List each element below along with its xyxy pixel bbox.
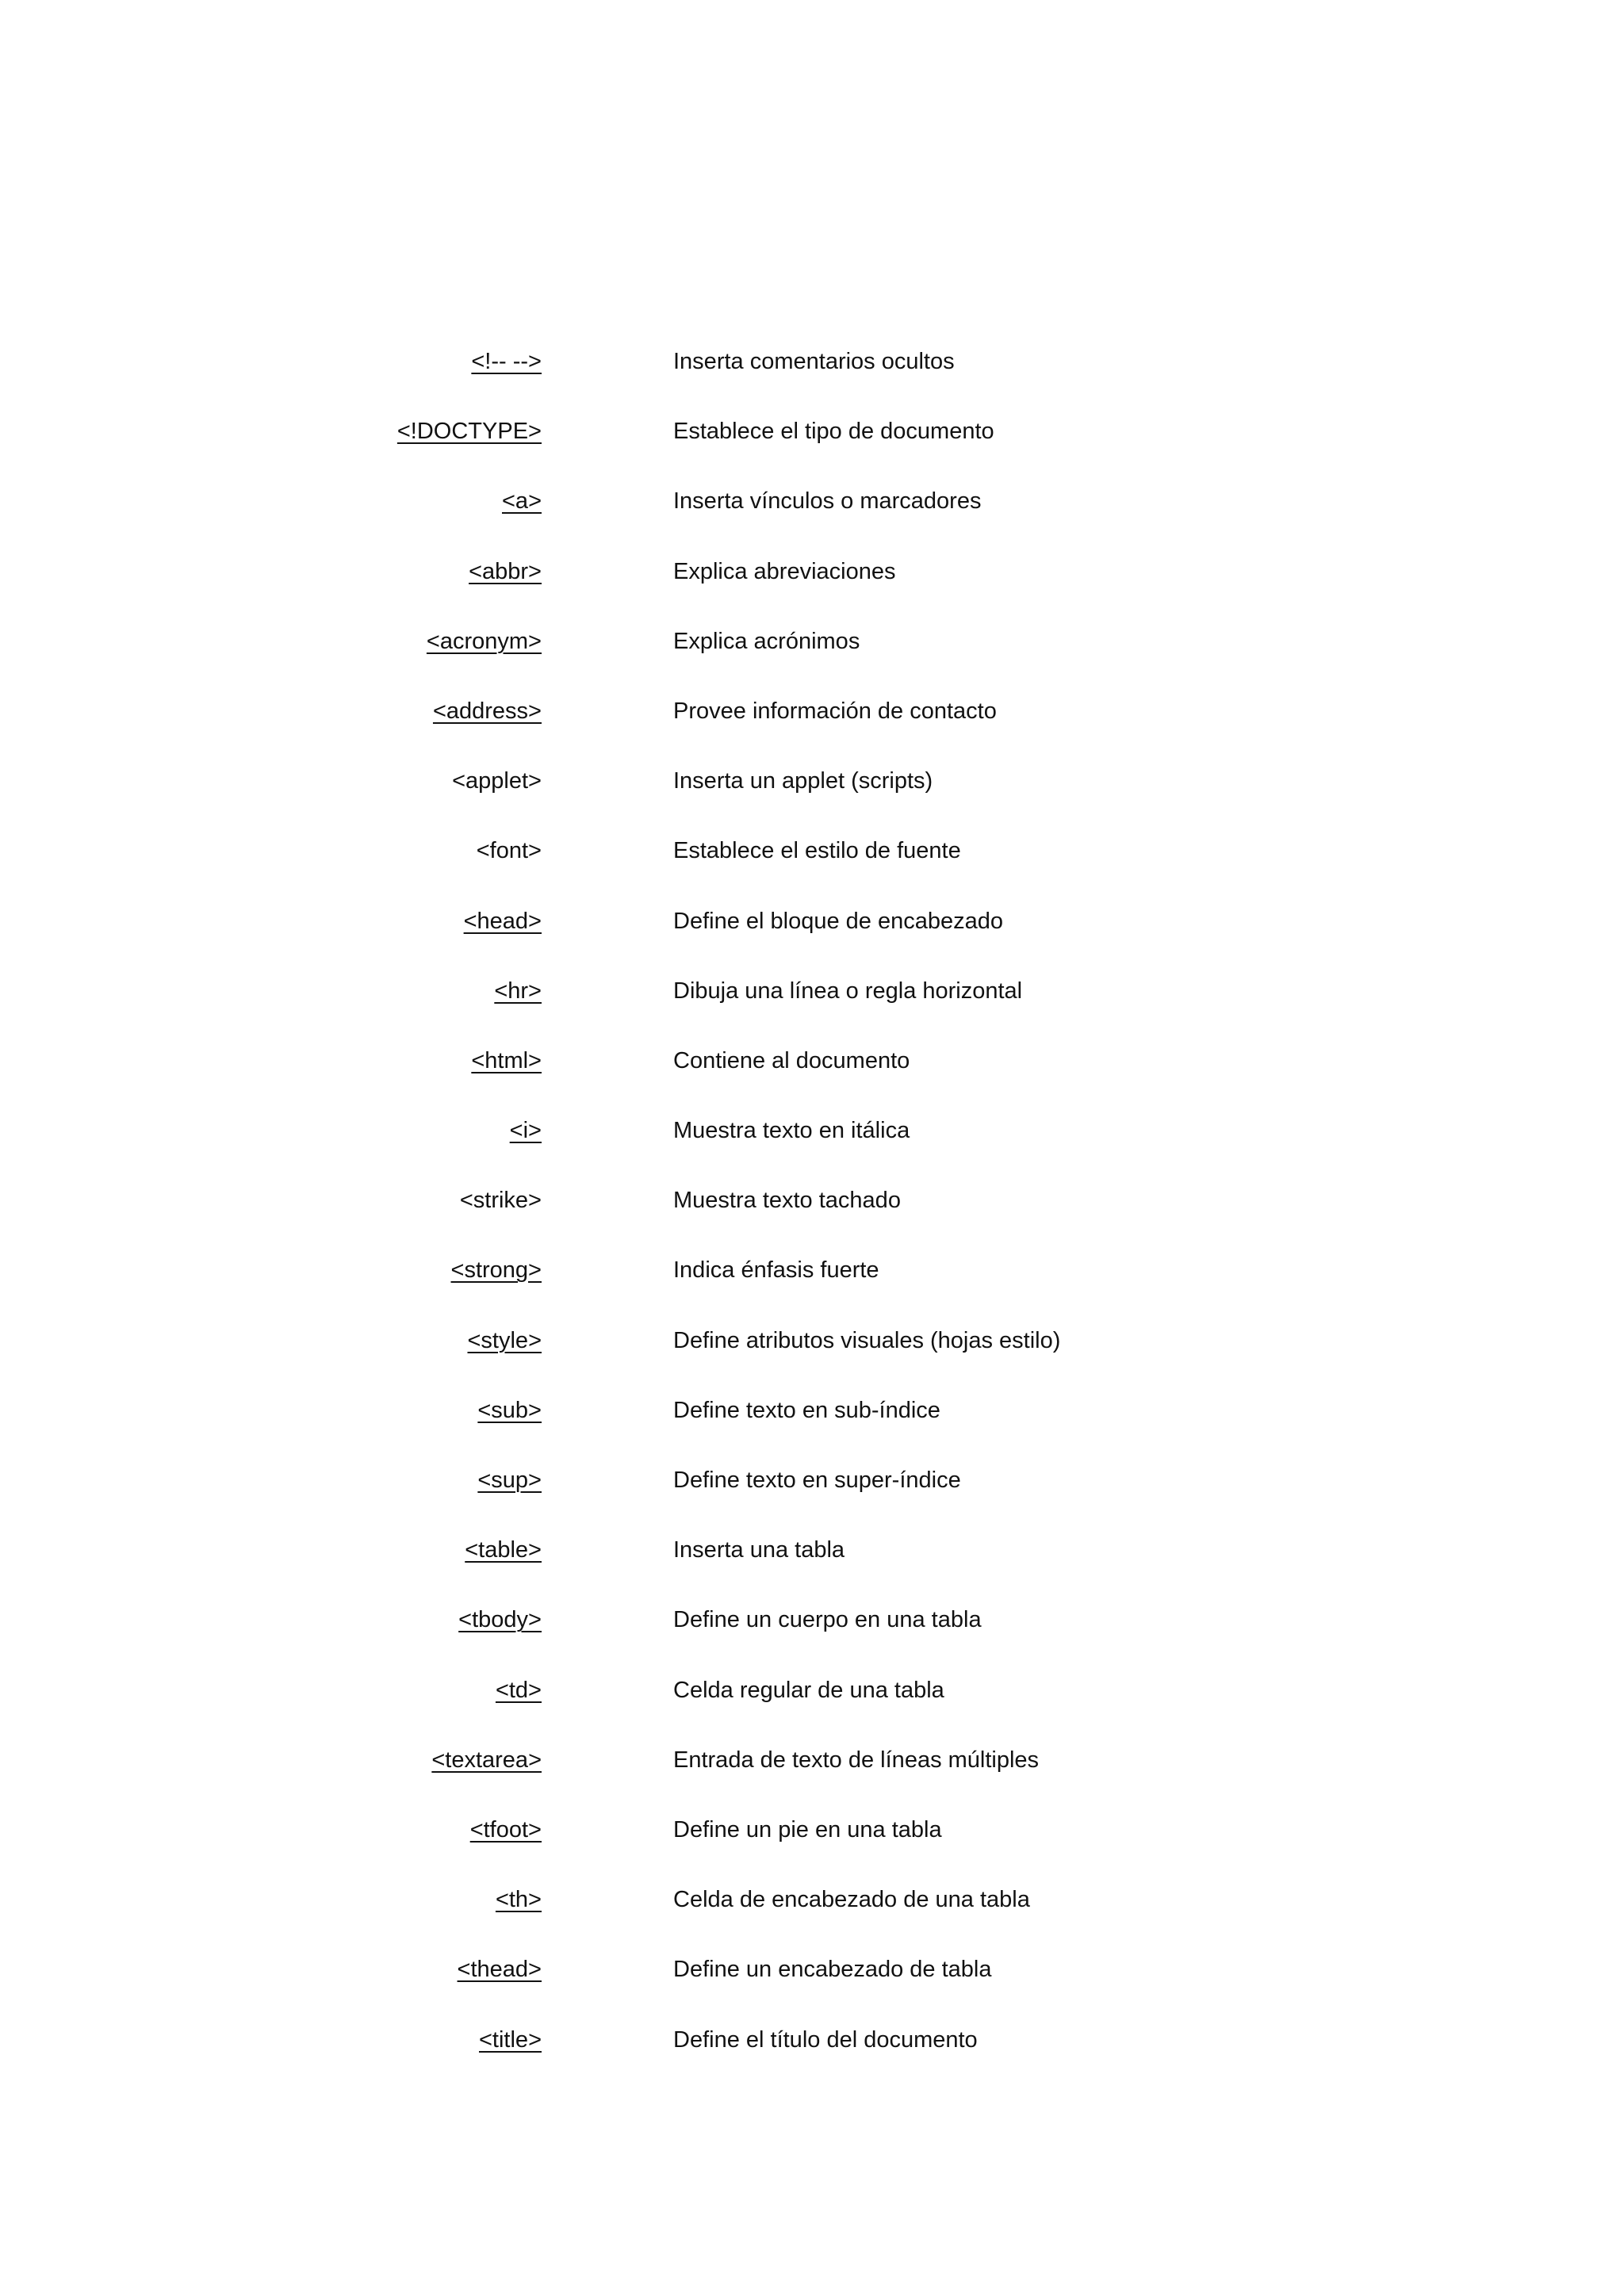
tag-description: Inserta un applet (scripts): [673, 768, 933, 794]
tag-row: [0, 1814, 1624, 1884]
tag-description: Entrada de texto de líneas múltiples: [673, 1747, 1040, 1773]
tag-name-link[interactable]: <thead>: [457, 1957, 542, 1983]
tag-description: Define texto en sub-índice: [673, 1397, 940, 1423]
tag-name-link[interactable]: <td>: [495, 1677, 542, 1703]
tag-row: [0, 1954, 1624, 2023]
tag-row: [0, 1254, 1624, 1324]
tag-row: [0, 975, 1624, 1045]
tag-row: [0, 1674, 1624, 1744]
tag-description: Define texto en super-índice: [673, 1468, 961, 1493]
tag-description: Inserta comentarios ocultos: [673, 349, 955, 374]
tag-row: [0, 346, 1624, 415]
tag-description: Establece el tipo de documento: [673, 419, 994, 445]
tag-name: <font>: [476, 838, 542, 864]
tag-row: [0, 556, 1624, 626]
tag-name-link[interactable]: <sub>: [477, 1397, 542, 1423]
tag-row: [0, 2024, 1624, 2094]
tag-name-link[interactable]: <title>: [479, 2026, 542, 2053]
tag-name-link[interactable]: <sup>: [477, 1468, 542, 1493]
tag-row: [0, 905, 1624, 975]
tag-row: [0, 1534, 1624, 1604]
tag-row: [0, 1464, 1624, 1534]
html-tag-list: [0, 346, 1624, 2094]
tag-description: Indica énfasis fuerte: [673, 1257, 879, 1284]
tag-row: [0, 1395, 1624, 1464]
tag-description: Inserta una tabla: [673, 1537, 845, 1563]
tag-name-link[interactable]: <abbr>: [469, 558, 542, 584]
tag-name-link[interactable]: <textarea>: [431, 1747, 542, 1773]
tag-name-link[interactable]: <table>: [465, 1537, 542, 1563]
tag-description: Define un cuerpo en una tabla: [673, 1607, 982, 1633]
tag-row: [0, 1744, 1624, 1814]
tag-description: Define un encabezado de tabla: [673, 1957, 992, 1983]
tag-description: Provee información de contacto: [673, 698, 997, 724]
tag-description: Define el título del documento: [673, 2026, 978, 2053]
tag-description: Define atributos visuales (hojas estilo): [673, 1327, 1061, 1353]
tag-description: Celda de encabezado de una tabla: [673, 1887, 1030, 1913]
tag-name-link[interactable]: <address>: [432, 698, 542, 724]
tag-row: [0, 1115, 1624, 1184]
tag-name-link[interactable]: <!-- -->: [471, 349, 542, 374]
tag-name-link[interactable]: <tfoot>: [469, 1816, 542, 1843]
tag-row: [0, 835, 1624, 905]
tag-row: [0, 1184, 1624, 1254]
tag-name-link[interactable]: <strong>: [450, 1257, 542, 1284]
tag-name-link[interactable]: <hr>: [494, 978, 542, 1004]
tag-description: Contiene al documento: [673, 1047, 910, 1073]
tag-name-link[interactable]: <!DOCTYPE>: [396, 419, 542, 445]
tag-name: <applet>: [452, 768, 542, 794]
tag-description: Define el bloque de encabezado: [673, 908, 1003, 934]
tag-name-link[interactable]: <head>: [463, 908, 542, 934]
tag-name: <strike>: [459, 1188, 542, 1214]
tag-name-link[interactable]: <style>: [467, 1327, 542, 1353]
tag-description: Explica abreviaciones: [673, 558, 896, 584]
tag-name-link[interactable]: <acronym>: [426, 628, 542, 654]
tag-row: [0, 695, 1624, 765]
tag-description: Establece el estilo de fuente: [673, 838, 961, 864]
tag-row: [0, 1604, 1624, 1674]
tag-description: Muestra texto tachado: [673, 1188, 901, 1214]
tag-name-link[interactable]: <html>: [471, 1047, 542, 1073]
tag-name-link[interactable]: <a>: [502, 488, 542, 515]
tag-row: [0, 765, 1624, 835]
tag-row: [0, 1884, 1624, 1954]
tag-row: [0, 415, 1624, 485]
tag-description: Dibuja una línea o regla horizontal: [673, 978, 1023, 1004]
tag-row: [0, 1325, 1624, 1395]
tag-description: Explica acrónimos: [673, 628, 860, 654]
tag-description: Define un pie en una tabla: [673, 1816, 942, 1843]
tag-name-link[interactable]: <th>: [495, 1887, 542, 1913]
tag-row: [0, 1045, 1624, 1115]
tag-description: Inserta vínculos o marcadores: [673, 488, 982, 515]
tag-row: [0, 626, 1624, 695]
tag-name-link[interactable]: <i>: [509, 1118, 542, 1144]
tag-name-link[interactable]: <tbody>: [458, 1607, 542, 1633]
tag-row: [0, 485, 1624, 555]
tag-description: Celda regular de una tabla: [673, 1677, 944, 1703]
tag-description: Muestra texto en itálica: [673, 1118, 910, 1144]
